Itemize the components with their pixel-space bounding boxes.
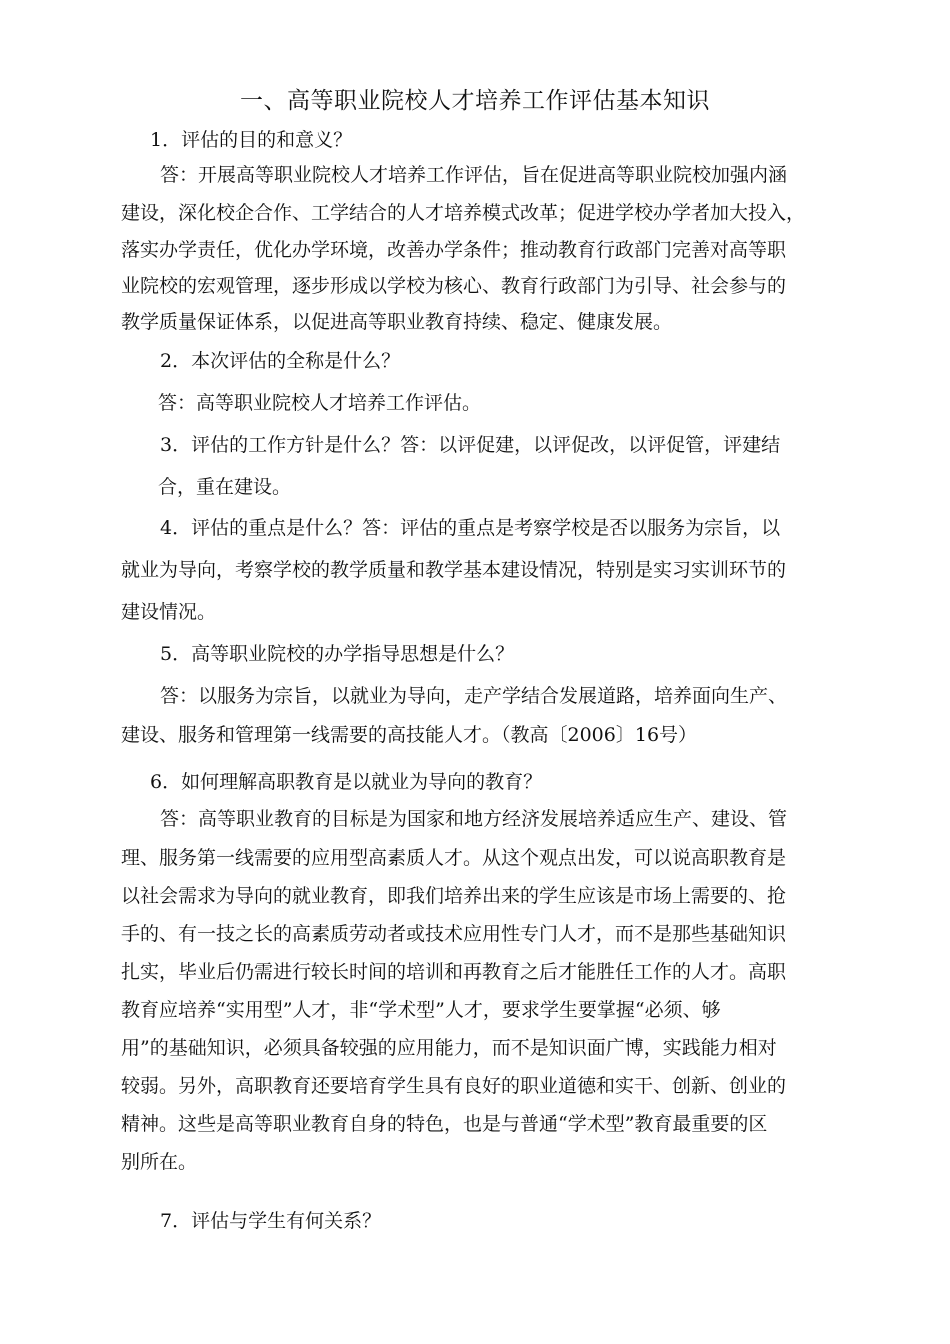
answer-line: 答：高等职业教育的目标是为国家和地方经济发展培养适应生产、建设、管 [160,808,788,830]
question-6: 6．如何理解高职教育是以就业为导向的教育？ [150,771,543,793]
answer-line: 精神。这些是高等职业教育自身的特色，也是与普通“学术型”教育最重要的区 [121,1113,768,1135]
answer-line: 合，重在建设。 [158,476,292,498]
answer-line: 业院校的宏观管理，逐步形成以学校为核心、教育行政部门为引导、社会参与的 [121,275,787,297]
answer-line: 答：以服务为宗旨，以就业为导向，走产学结合发展道路，培养面向生产、 [160,685,788,707]
answer-line: 建设，深化校企合作、工学结合的人才培养模式改革；促进学校办学者加大投入， [121,202,806,224]
question-7: 7．评估与学生有何关系？ [160,1210,382,1232]
answer-line: 较弱。另外，高职教育还要培育学生具有良好的职业道德和实干、创新、创业的 [121,1075,787,1097]
question-5: 5．高等职业院校的办学指导思想是什么？ [160,643,515,665]
answer-line: 理、服务第一线需要的应用型高素质人才。从这个观点出发，可以说高职教育是 [121,847,787,869]
question-1: 1．评估的目的和意义？ [150,129,353,151]
question-2: 2．本次评估的全称是什么？ [160,350,401,372]
answer-line: 落实办学责任，优化办学环境，改善办学条件；推动教育行政部门完善对高等职 [121,239,787,261]
answer-line: 手的、有一技之长的高素质劳动者或技术应用性专门人才，而不是那些基础知识 [121,923,787,945]
answer-line: 就业为导向，考察学校的教学质量和教学基本建设情况，特别是实习实训环节的 [121,559,787,581]
answer-line: 教学质量保证体系，以促进高等职业教育持续、稳定、健康发展。 [121,311,673,333]
answer-line: 教育应培养“实用型”人才，非“学术型”人才，要求学生要掌握“必须、够 [121,999,721,1021]
page-title: 一、高等职业院校人才培养工作评估基本知识 [240,88,710,114]
question-4: 4．评估的重点是什么？答：评估的重点是考察学校是否以服务为宗旨，以 [160,517,781,539]
answer-line: 答：高等职业院校人才培养工作评估。 [158,392,482,414]
answer-line: 以社会需求为导向的就业教育，即我们培养出来的学生应该是市场上需要的、抢 [121,885,787,907]
answer-line: 用”的基础知识，必须具备较强的应用能力，而不是知识面广博，实践能力相对 [121,1037,777,1059]
answer-line: 扎实，毕业后仍需进行较长时间的培训和再教育之后才能胜任工作的人才。高职 [121,961,787,983]
answer-line: 建设情况。 [121,601,217,623]
answer-line: 别所在。 [121,1151,198,1173]
answer-line: 建设、服务和管理第一线需要的高技能人才。（教高〔2006〕16号） [121,724,698,746]
question-3: 3．评估的工作方针是什么？答：以评促建，以评促改，以评促管，评建结 [160,434,781,456]
answer-line: 答：开展高等职业院校人才培养工作评估，旨在促进高等职业院校加强内涵 [160,164,788,186]
